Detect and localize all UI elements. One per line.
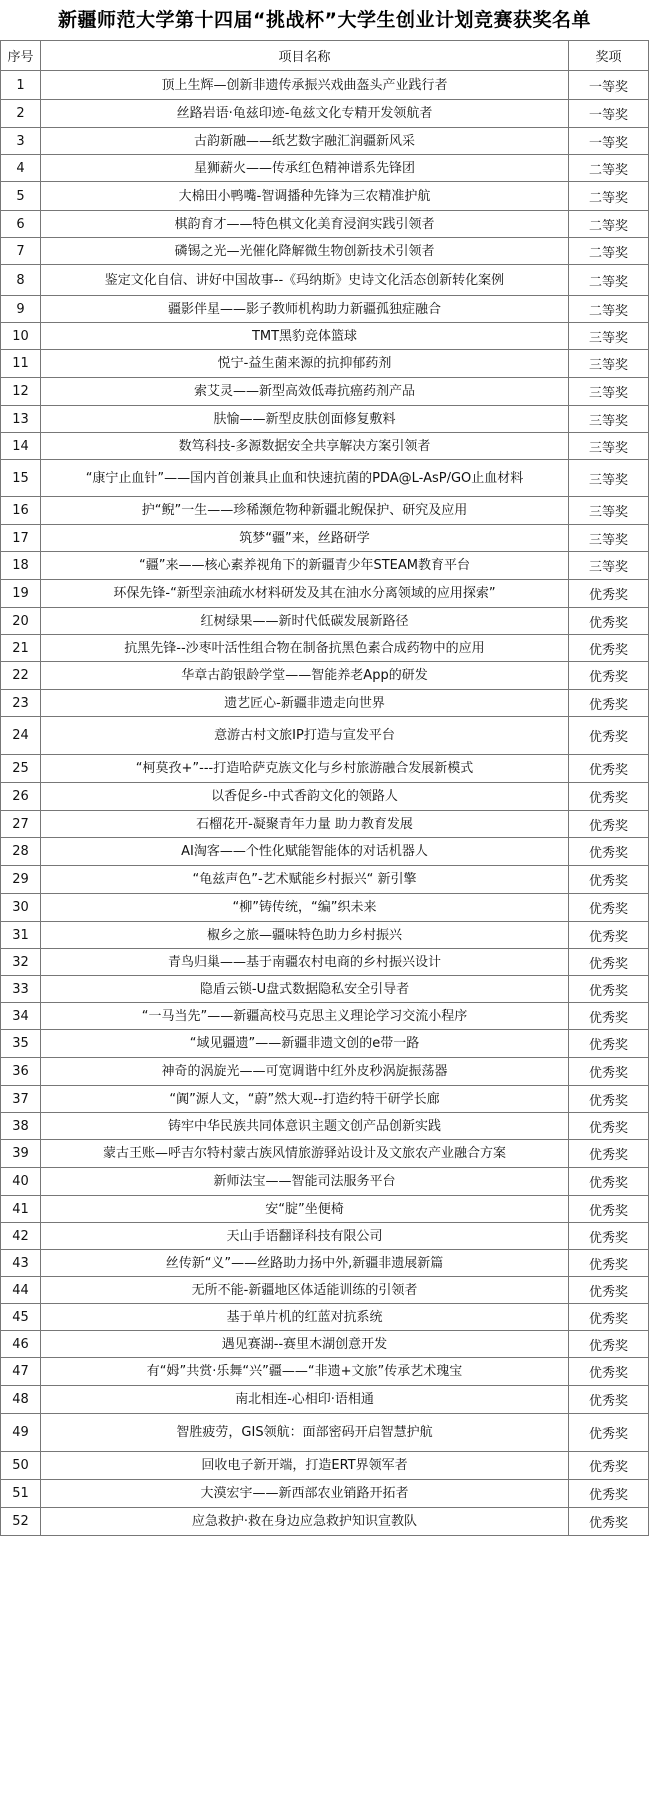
row-number: 31 bbox=[1, 922, 41, 949]
row-number: 39 bbox=[1, 1140, 41, 1168]
project-name: 天山手语翻译科技有限公司 bbox=[41, 1223, 569, 1250]
table-row bbox=[1, 811, 649, 838]
project-name: 南北相连-心相印·语相通 bbox=[41, 1386, 569, 1414]
project-name: 以香促乡-中式香韵文化的领路人 bbox=[41, 783, 569, 811]
project-name: “龟兹声色”-艺术赋能乡村振兴“ 新引擎 bbox=[41, 866, 569, 894]
header-project-name: 项目名称 bbox=[41, 41, 569, 71]
award-level: 二等奖 bbox=[569, 238, 649, 265]
award-level: 三等奖 bbox=[569, 460, 649, 497]
award-level: 三等奖 bbox=[569, 433, 649, 460]
award-level: 优秀奖 bbox=[569, 1386, 649, 1414]
award-level: 优秀奖 bbox=[569, 755, 649, 783]
table-row bbox=[1, 690, 649, 717]
row-number: 10 bbox=[1, 323, 41, 350]
row-number: 44 bbox=[1, 1277, 41, 1304]
project-name: 华章古韵银龄学堂——智能养老App的研发 bbox=[41, 662, 569, 690]
table-row bbox=[1, 1277, 649, 1304]
table-row bbox=[1, 1168, 649, 1196]
row-number: 33 bbox=[1, 976, 41, 1003]
row-number: 27 bbox=[1, 811, 41, 838]
table-row bbox=[1, 71, 649, 100]
award-level: 三等奖 bbox=[569, 497, 649, 525]
project-name: 星狮薪火——传承红色精神谱系先锋团 bbox=[41, 155, 569, 182]
project-name: “柯莫孜+”---打造哈萨克族文化与乡村旅游融合发展新模式 bbox=[41, 755, 569, 783]
row-number: 21 bbox=[1, 635, 41, 662]
table-row bbox=[1, 783, 649, 811]
table-row bbox=[1, 866, 649, 894]
table-row bbox=[1, 1086, 649, 1113]
project-name: 铸牢中华民族共同体意识主题文创产品创新实践 bbox=[41, 1113, 569, 1140]
row-number: 20 bbox=[1, 608, 41, 635]
project-name: “一马当先”——新疆高校马克思主义理论学习交流小程序 bbox=[41, 1003, 569, 1030]
award-level: 优秀奖 bbox=[569, 1086, 649, 1113]
award-level: 优秀奖 bbox=[569, 1480, 649, 1508]
award-level: 优秀奖 bbox=[569, 922, 649, 949]
project-name: 索艾灵——新型高效低毒抗癌药剂产品 bbox=[41, 378, 569, 406]
table-row bbox=[1, 238, 649, 265]
table-row bbox=[1, 1058, 649, 1086]
table-row bbox=[1, 323, 649, 350]
table-row bbox=[1, 1452, 649, 1480]
row-number: 13 bbox=[1, 406, 41, 433]
award-level: 优秀奖 bbox=[569, 1113, 649, 1140]
award-level: 优秀奖 bbox=[569, 1331, 649, 1358]
row-number: 35 bbox=[1, 1030, 41, 1058]
table-row bbox=[1, 1386, 649, 1414]
table-row bbox=[1, 1414, 649, 1452]
project-name: 隐盾云锁-U盘式数据隐私安全引导者 bbox=[41, 976, 569, 1003]
row-number: 52 bbox=[1, 1508, 41, 1536]
row-number: 42 bbox=[1, 1223, 41, 1250]
project-name: 磷锡之光—光催化降解微生物创新技术引领者 bbox=[41, 238, 569, 265]
project-name: 丝传新“义”——丝路助力扬中外,新疆非遗展新篇 bbox=[41, 1250, 569, 1277]
row-number: 7 bbox=[1, 238, 41, 265]
award-level: 二等奖 bbox=[569, 211, 649, 238]
table-header-row bbox=[1, 41, 649, 71]
project-name: “域见疆遗”——新疆非遗文创的e带一路 bbox=[41, 1030, 569, 1058]
award-level: 优秀奖 bbox=[569, 1058, 649, 1086]
project-name: 遇见赛湖--赛里木湖创意开发 bbox=[41, 1331, 569, 1358]
row-number: 8 bbox=[1, 265, 41, 296]
project-name: 古韵新融——纸艺数字融汇润疆新风采 bbox=[41, 128, 569, 155]
project-name: 肤愉——新型皮肤创面修复敷料 bbox=[41, 406, 569, 433]
award-level: 优秀奖 bbox=[569, 1168, 649, 1196]
header-no: 序号 bbox=[1, 41, 41, 71]
award-level: 优秀奖 bbox=[569, 1140, 649, 1168]
table-row bbox=[1, 1304, 649, 1331]
row-number: 45 bbox=[1, 1304, 41, 1331]
table-row bbox=[1, 1030, 649, 1058]
project-name: 顶上生辉—创新非遗传承振兴戏曲盔头产业践行者 bbox=[41, 71, 569, 100]
row-number: 3 bbox=[1, 128, 41, 155]
project-name: 悦宁-益生菌来源的抗抑郁药剂 bbox=[41, 350, 569, 378]
row-number: 5 bbox=[1, 182, 41, 211]
project-name: 基于单片机的红蓝对抗系统 bbox=[41, 1304, 569, 1331]
table-row bbox=[1, 922, 649, 949]
project-name: 环保先锋-“新型亲油疏水材料研发及其在油水分离领域的应用探索” bbox=[41, 580, 569, 608]
award-level: 优秀奖 bbox=[569, 1414, 649, 1452]
table-row bbox=[1, 608, 649, 635]
award-level: 优秀奖 bbox=[569, 1277, 649, 1304]
row-number: 2 bbox=[1, 100, 41, 128]
row-number: 28 bbox=[1, 838, 41, 866]
table-row bbox=[1, 580, 649, 608]
row-number: 23 bbox=[1, 690, 41, 717]
project-name: 青鸟归巢——基于南疆农村电商的乡村振兴设计 bbox=[41, 949, 569, 976]
award-level: 三等奖 bbox=[569, 406, 649, 433]
row-number: 47 bbox=[1, 1358, 41, 1386]
row-number: 24 bbox=[1, 717, 41, 755]
project-name: 丝路岩语·龟兹印迹-龟兹文化专精开发领航者 bbox=[41, 100, 569, 128]
project-name: 红树绿果——新时代低碳发展新路径 bbox=[41, 608, 569, 635]
table-row bbox=[1, 894, 649, 922]
table-row bbox=[1, 1250, 649, 1277]
table-row bbox=[1, 433, 649, 460]
row-number: 17 bbox=[1, 525, 41, 552]
award-level: 优秀奖 bbox=[569, 1196, 649, 1223]
table-row bbox=[1, 635, 649, 662]
table-row bbox=[1, 155, 649, 182]
table-row bbox=[1, 1508, 649, 1536]
award-level: 优秀奖 bbox=[569, 580, 649, 608]
table-row bbox=[1, 296, 649, 323]
table-row bbox=[1, 949, 649, 976]
row-number: 46 bbox=[1, 1331, 41, 1358]
project-name: 大棉田小鸭嘴-智调播种先锋为三农精准护航 bbox=[41, 182, 569, 211]
row-number: 6 bbox=[1, 211, 41, 238]
row-number: 22 bbox=[1, 662, 41, 690]
row-number: 15 bbox=[1, 460, 41, 497]
award-level: 一等奖 bbox=[569, 128, 649, 155]
table-row bbox=[1, 406, 649, 433]
award-level: 三等奖 bbox=[569, 323, 649, 350]
award-level: 优秀奖 bbox=[569, 1030, 649, 1058]
table-row bbox=[1, 460, 649, 497]
project-name: 蒙古王账—呼吉尔特村蒙古族风情旅游驿站设计及文旅农产业融合方案 bbox=[41, 1140, 569, 1168]
table-row bbox=[1, 1113, 649, 1140]
row-number: 4 bbox=[1, 155, 41, 182]
award-level: 优秀奖 bbox=[569, 949, 649, 976]
row-number: 11 bbox=[1, 350, 41, 378]
table-row bbox=[1, 1331, 649, 1358]
row-number: 1 bbox=[1, 71, 41, 100]
row-number: 19 bbox=[1, 580, 41, 608]
project-name: 应急救护·救在身边应急救护知识宣教队 bbox=[41, 1508, 569, 1536]
award-level: 一等奖 bbox=[569, 100, 649, 128]
award-level: 三等奖 bbox=[569, 525, 649, 552]
table-row bbox=[1, 497, 649, 525]
row-number: 37 bbox=[1, 1086, 41, 1113]
award-level: 优秀奖 bbox=[569, 811, 649, 838]
project-name: 抗黑先锋--沙枣叶活性组合物在制备抗黑色素合成药物中的应用 bbox=[41, 635, 569, 662]
award-level: 二等奖 bbox=[569, 182, 649, 211]
table-row bbox=[1, 838, 649, 866]
project-name: “疆”来——核心素养视角下的新疆青少年STEAM教育平台 bbox=[41, 552, 569, 580]
table-row bbox=[1, 1480, 649, 1508]
project-name: 神奇的涡旋光——可宽调谐中红外皮秒涡旋振荡器 bbox=[41, 1058, 569, 1086]
page-title: 新疆师范大学第十四届“挑战杯”大学生创业计划竞赛获奖名单 bbox=[58, 9, 591, 31]
table-row bbox=[1, 350, 649, 378]
table-row bbox=[1, 128, 649, 155]
award-level: 优秀奖 bbox=[569, 1358, 649, 1386]
row-number: 49 bbox=[1, 1414, 41, 1452]
award-level: 优秀奖 bbox=[569, 866, 649, 894]
project-name: 椒乡之旅—疆味特色助力乡村振兴 bbox=[41, 922, 569, 949]
project-name: “康宁止血针”——国内首创兼具止血和快速抗菌的PDA@L-AsP/GO止血材料 bbox=[41, 460, 569, 497]
table-row bbox=[1, 662, 649, 690]
project-name: 遗艺匠心-新疆非遗走向世界 bbox=[41, 690, 569, 717]
project-name: 大漠宏宇——新西部农业销路开拓者 bbox=[41, 1480, 569, 1508]
table-row bbox=[1, 182, 649, 211]
project-name: “柳”铸传统，“编”织未来 bbox=[41, 894, 569, 922]
award-level: 二等奖 bbox=[569, 296, 649, 323]
table-row bbox=[1, 211, 649, 238]
row-number: 12 bbox=[1, 378, 41, 406]
row-number: 32 bbox=[1, 949, 41, 976]
row-number: 26 bbox=[1, 783, 41, 811]
award-level: 优秀奖 bbox=[569, 1250, 649, 1277]
row-number: 38 bbox=[1, 1113, 41, 1140]
project-name: 护“鲵”一生——珍稀濒危物种新疆北鲵保护、研究及应用 bbox=[41, 497, 569, 525]
project-name: 有“姆”共赏·乐舞“兴”疆——“非遗+文旅”传承艺术瑰宝 bbox=[41, 1358, 569, 1386]
row-number: 41 bbox=[1, 1196, 41, 1223]
award-level: 优秀奖 bbox=[569, 1003, 649, 1030]
row-number: 50 bbox=[1, 1452, 41, 1480]
award-level: 优秀奖 bbox=[569, 1304, 649, 1331]
award-level: 二等奖 bbox=[569, 265, 649, 296]
project-name: 安“腚”坐便椅 bbox=[41, 1196, 569, 1223]
award-level: 优秀奖 bbox=[569, 894, 649, 922]
row-number: 9 bbox=[1, 296, 41, 323]
award-level: 优秀奖 bbox=[569, 1223, 649, 1250]
table-row bbox=[1, 717, 649, 755]
project-name: 智胜疲劳，GIS领航：面部密码开启智慧护航 bbox=[41, 1414, 569, 1452]
table-body bbox=[1, 71, 649, 1536]
row-number: 16 bbox=[1, 497, 41, 525]
award-level: 优秀奖 bbox=[569, 838, 649, 866]
row-number: 30 bbox=[1, 894, 41, 922]
award-level: 优秀奖 bbox=[569, 662, 649, 690]
award-level: 二等奖 bbox=[569, 155, 649, 182]
row-number: 34 bbox=[1, 1003, 41, 1030]
award-level: 优秀奖 bbox=[569, 635, 649, 662]
table-row bbox=[1, 1140, 649, 1168]
project-name: 石榴花开-凝聚青年力量 助力教育发展 bbox=[41, 811, 569, 838]
table-row bbox=[1, 1196, 649, 1223]
table-row bbox=[1, 100, 649, 128]
award-level: 一等奖 bbox=[569, 71, 649, 100]
row-number: 40 bbox=[1, 1168, 41, 1196]
header-award: 奖项 bbox=[569, 41, 649, 71]
table-row bbox=[1, 265, 649, 296]
project-name: 疆影伴星——影子教师机构助力新疆孤独症融合 bbox=[41, 296, 569, 323]
project-name: “阗”源人文，“蔚”然大观--打造约特干研学长廊 bbox=[41, 1086, 569, 1113]
row-number: 36 bbox=[1, 1058, 41, 1086]
award-level: 优秀奖 bbox=[569, 1508, 649, 1536]
row-number: 14 bbox=[1, 433, 41, 460]
table-row bbox=[1, 378, 649, 406]
project-name: TMT黑豹竞体篮球 bbox=[41, 323, 569, 350]
project-name: 新师法宝——智能司法服务平台 bbox=[41, 1168, 569, 1196]
project-name: 意游古村文旅IP打造与宣发平台 bbox=[41, 717, 569, 755]
award-level: 优秀奖 bbox=[569, 608, 649, 635]
project-name: 数笃科技-多源数据安全共享解决方案引领者 bbox=[41, 433, 569, 460]
row-number: 18 bbox=[1, 552, 41, 580]
project-name: 鉴定文化自信、讲好中国故事--《玛纳斯》史诗文化活态创新转化案例 bbox=[41, 265, 569, 296]
award-level: 优秀奖 bbox=[569, 783, 649, 811]
row-number: 51 bbox=[1, 1480, 41, 1508]
award-level: 优秀奖 bbox=[569, 717, 649, 755]
project-name: 回收电子新开端，打造ERT界领军者 bbox=[41, 1452, 569, 1480]
table-row bbox=[1, 1223, 649, 1250]
award-level: 优秀奖 bbox=[569, 690, 649, 717]
award-level: 优秀奖 bbox=[569, 1452, 649, 1480]
table-row bbox=[1, 1003, 649, 1030]
table-row bbox=[1, 525, 649, 552]
row-number: 43 bbox=[1, 1250, 41, 1277]
project-name: AI淘客——个性化赋能智能体的对话机器人 bbox=[41, 838, 569, 866]
project-name: 筑梦“疆”来，丝路研学 bbox=[41, 525, 569, 552]
project-name: 无所不能-新疆地区体适能训练的引领者 bbox=[41, 1277, 569, 1304]
award-table bbox=[0, 40, 649, 1536]
row-number: 48 bbox=[1, 1386, 41, 1414]
table-row bbox=[1, 1358, 649, 1386]
award-level: 三等奖 bbox=[569, 350, 649, 378]
award-level: 优秀奖 bbox=[569, 976, 649, 1003]
award-level: 三等奖 bbox=[569, 378, 649, 406]
row-number: 29 bbox=[1, 866, 41, 894]
table-row bbox=[1, 976, 649, 1003]
table-row bbox=[1, 552, 649, 580]
table-row bbox=[1, 755, 649, 783]
row-number: 25 bbox=[1, 755, 41, 783]
project-name: 棋韵育才——特色棋文化美育浸润实践引领者 bbox=[41, 211, 569, 238]
award-level: 三等奖 bbox=[569, 552, 649, 580]
